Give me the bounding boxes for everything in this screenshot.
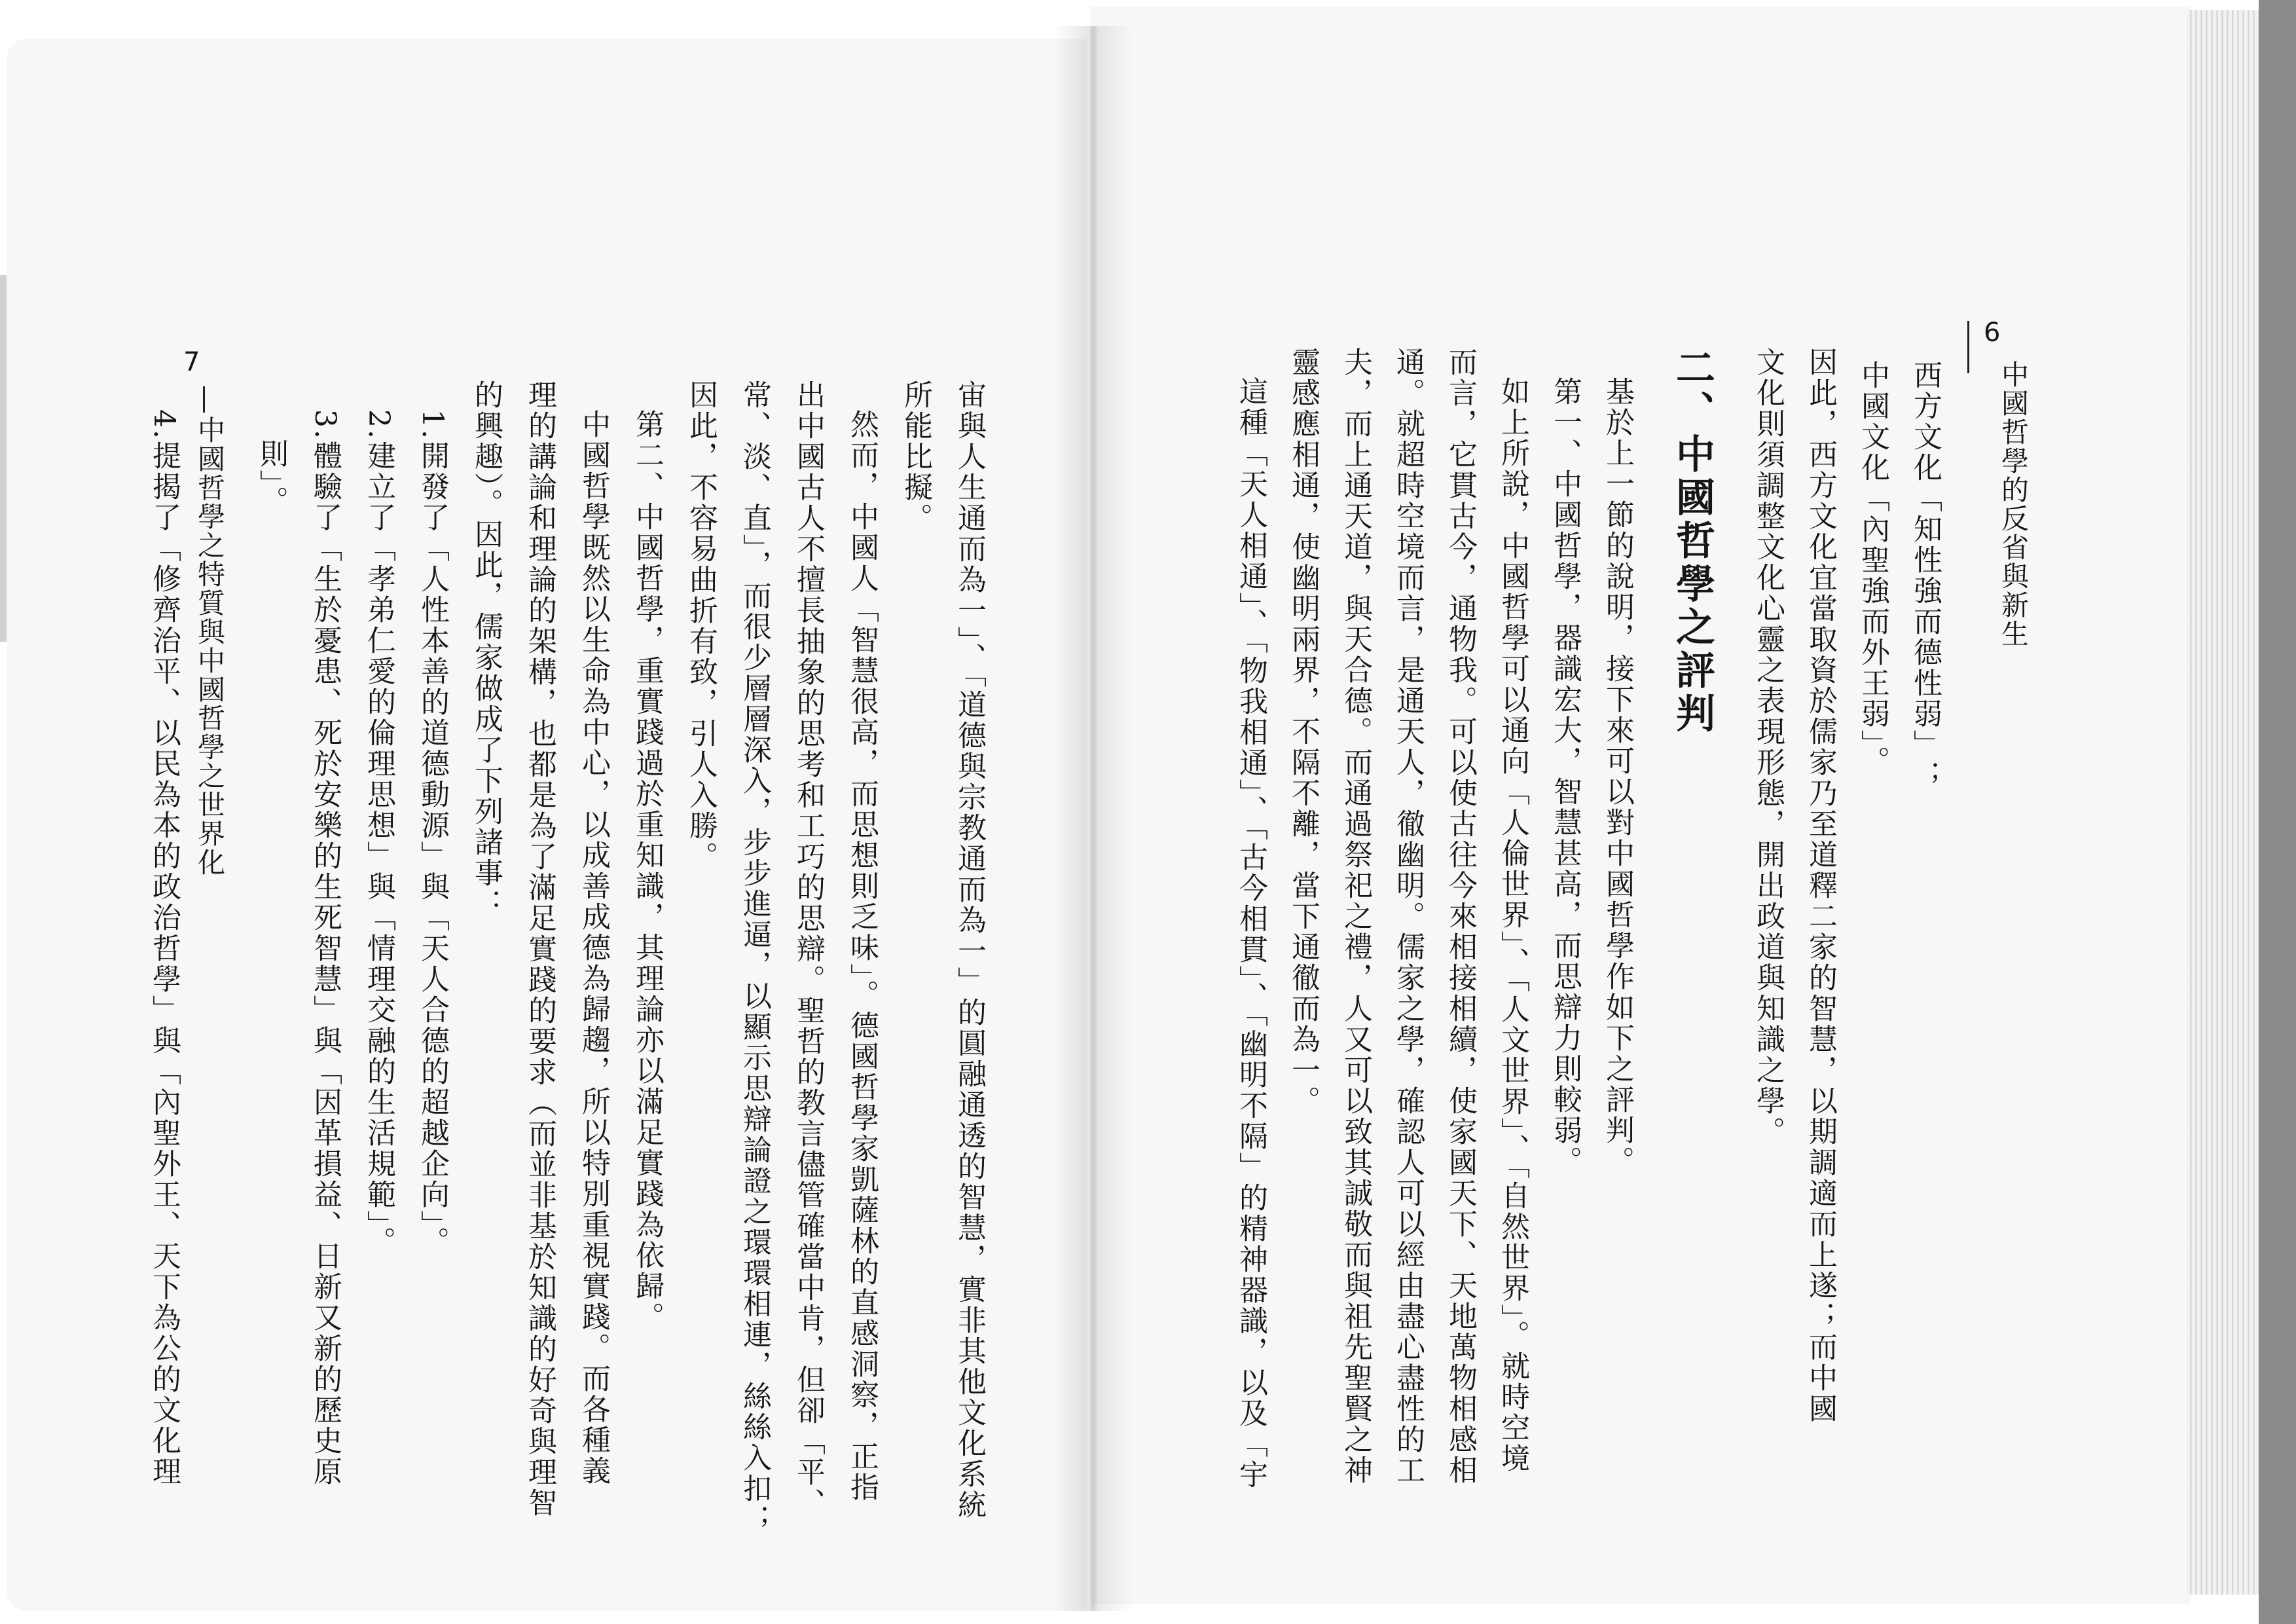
right-col-6: 第一、中國哲學，器識宏大，智慧甚高，而思辯力則較弱。 <box>1548 377 1582 1177</box>
left-col-4: 出中國古人不擅長抽象的思考和工巧的思辯。聖哲的教言儘管確當中肯，但卻「平、 <box>792 380 825 1519</box>
right-col-10: 夫，而上通天道，與天合德。而通過祭祀之禮，人又可以致其誠敬而與祖先聖賢之神 <box>1339 347 1372 1486</box>
right-col-2: 中國文化「內聖強而外王弱」。 <box>1856 360 1889 777</box>
right-head-rule <box>1967 321 1969 373</box>
left-page <box>7 39 1087 1611</box>
left-running-head: 中國哲學之特質與中國哲學之世界化 <box>194 416 226 877</box>
right-page-number: 6 <box>1984 318 2001 348</box>
right-page <box>1090 7 2190 1604</box>
left-col-9: 理的講論和理論的架構，也都是為了滿足實踐的要求（而並非基於知識的好奇與理智 <box>523 380 556 1519</box>
right-col-8: 而言，它貫古今，通物我。可以使古往今來相接相續，使家國天下、天地萬物相感相 <box>1444 347 1477 1486</box>
left-col-12: 2.建立了「孝弟仁愛的倫理思想」與「情理交融的生活規範」。 <box>362 409 395 1257</box>
section-heading: 二、中國哲學之評判 <box>1669 347 1715 736</box>
right-col-7: 如上所說，中國哲學可以通向「人倫世界」、「人文世界」、「自然世界」。就時空境 <box>1496 377 1529 1474</box>
left-col-3: 然而，中國人「智慧很高，而思想則乏味」。德國哲學家凱薩林的直感洞察，正指 <box>845 409 879 1503</box>
left-col-13: 3.體驗了「生於憂患、死於安樂的生死智慧」與「因革損益、日新又新的歷史原 <box>308 409 342 1487</box>
scanner-edge <box>2259 0 2296 1624</box>
left-col-5: 常、淡、直」，而很少層層深入，步步進逼，以顯示思辯論證之環環相連，絲絲入扣； <box>738 380 771 1535</box>
left-page-number: 7 <box>183 347 200 377</box>
left-col-6: 因此，不容易曲折有致，引人入勝。 <box>684 380 718 872</box>
left-col-14: 則」。 <box>255 439 288 517</box>
right-col-1: 西方文化「知性強而德性弱」； <box>1908 360 1942 791</box>
left-col-11: 1.開發了「人性本善的道德動源」與「天人合德的超越企向」。 <box>416 409 449 1257</box>
right-col-3: 因此，西方文化宜當取資於儒家乃至道釋二家的智慧，以期調適而上遂；而中國 <box>1804 347 1837 1424</box>
right-col-5: 基於上一節的說明，接下來可以對中國哲學作如下之評判。 <box>1601 377 1634 1177</box>
right-col-11: 靈感應相通，使幽明兩界，不隔不離，當下通徹而為一。 <box>1286 347 1320 1116</box>
right-running-head: 中國哲學的反省與新生 <box>1997 360 2030 648</box>
left-head-rule <box>203 386 205 413</box>
left-col-1: 宙與人生通而為一」、「道德與宗教通而為一」的圓融通透的智慧，實非其他文化系統 <box>953 380 986 1521</box>
right-col-4: 文化則須調整文化心靈之表現形態，開出政道與知識之學。 <box>1751 347 1785 1147</box>
left-col-7: 第二、中國哲學，重實踐過於重知識，其理論亦以滿足實踐為依歸。 <box>630 409 664 1333</box>
left-col-10: 的興趣）。因此，儒家做成了下列諸事： <box>469 380 503 919</box>
left-col-2: 所能比擬。 <box>899 380 932 534</box>
right-col-9: 通。就超時空境而言，是通天人，徹幽明。儒家之學，確認人可以經由盡心盡性的工 <box>1391 347 1425 1486</box>
book-gutter <box>1054 26 1133 1611</box>
page-stack-edge <box>2187 10 2259 1595</box>
left-col-8: 中國哲學既然以生命為中心，以成善成德為歸趨，所以特別重視實踐。而各種義 <box>577 409 610 1486</box>
left-col-15: 4.提揭了「修齊治平、以民為本的政治哲學」與「內聖外王、天下為公的文化理 <box>147 409 181 1487</box>
right-col-12: 這種「天人相通」、「物我相通」、「古今相貫」、「幽明不隔」的精神器識，以及「宇 <box>1234 377 1267 1490</box>
